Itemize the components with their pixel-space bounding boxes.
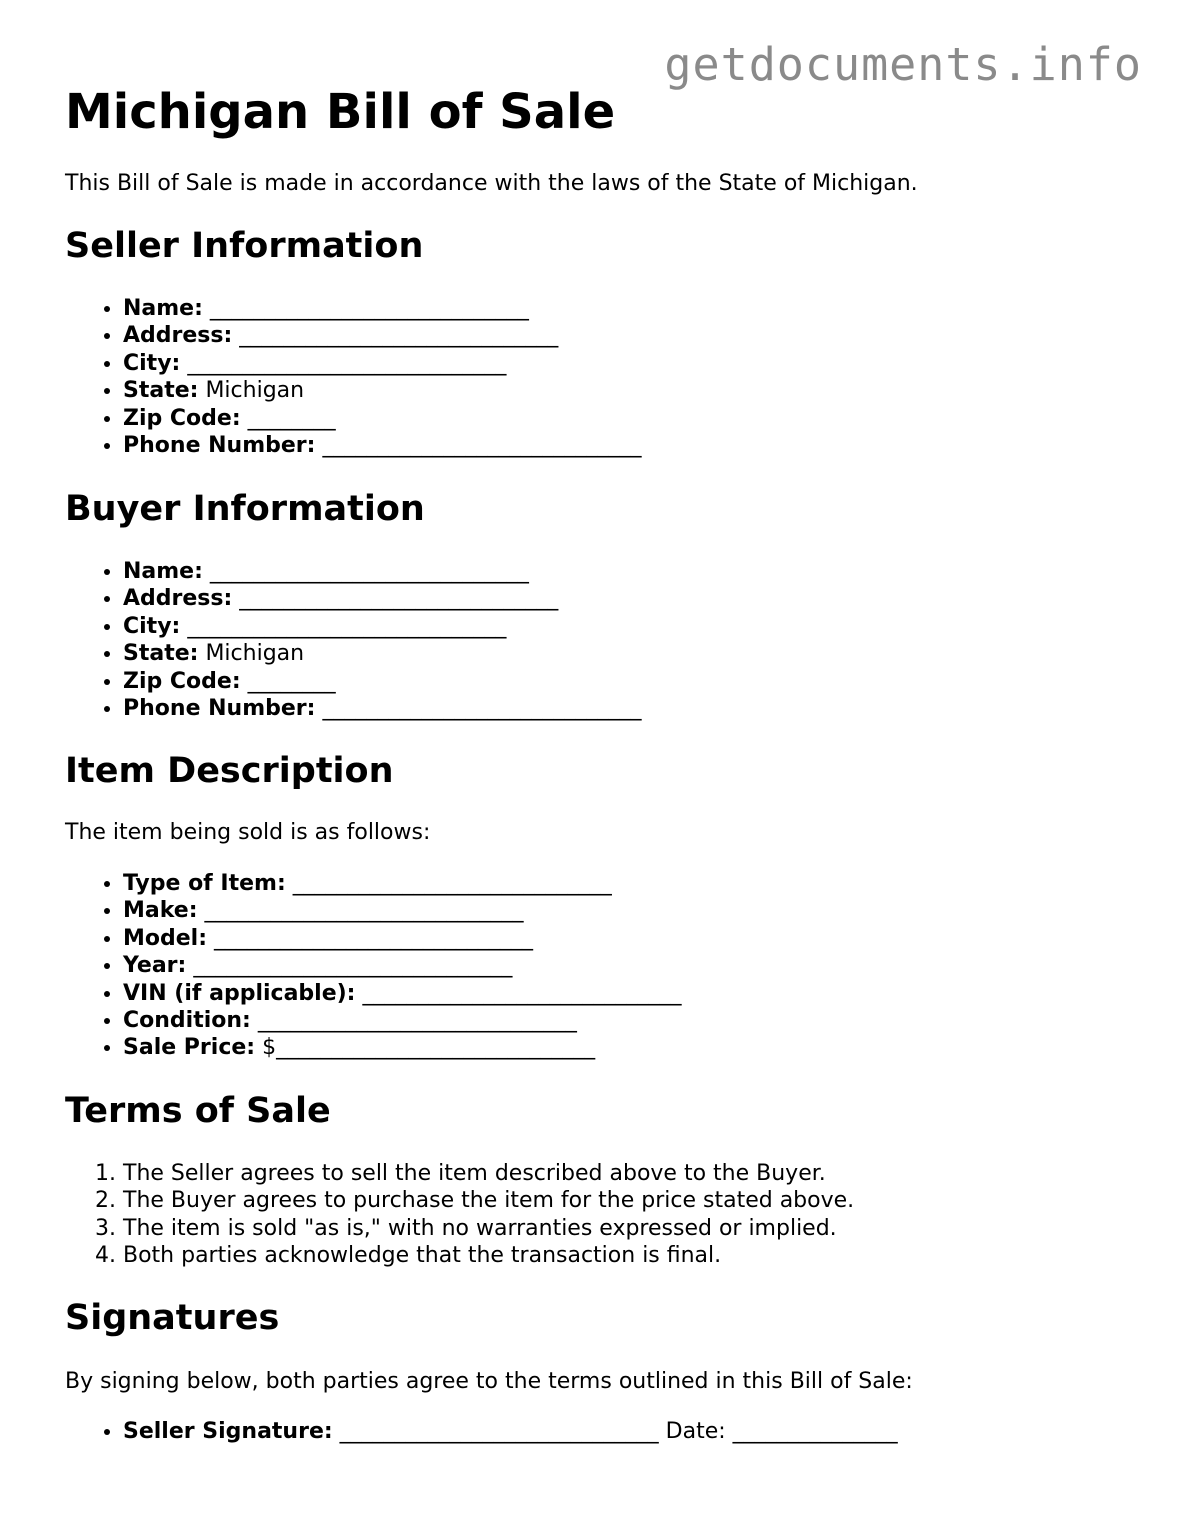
field-blank: _____________________________ — [257, 1008, 577, 1034]
field-label: State: — [123, 378, 199, 404]
field-label: Name: — [123, 559, 203, 584]
field-blank: _______________ — [732, 1419, 898, 1444]
buyer-heading: Buyer Information — [65, 489, 425, 529]
seller-fields-list — [65, 295, 641, 459]
seller-phone-field — [123, 432, 641, 459]
seller-name-field — [123, 295, 641, 322]
buyer-address-field — [123, 585, 641, 612]
field-blank: _____________________________ — [322, 433, 642, 459]
page-title: Michigan Bill of Sale — [65, 84, 616, 140]
field-blank: _____________________________ — [204, 898, 524, 924]
item-vin-field — [123, 980, 681, 1007]
field-label: Type of Item: — [123, 871, 286, 896]
intro-text: This Bill of Sale is made in accordance with the laws of the State of Michigan. — [65, 171, 918, 196]
field-blank: $_____________________________ — [262, 1035, 596, 1061]
field-value: Michigan — [205, 641, 305, 667]
field-label: State: — [123, 641, 199, 667]
item-fields-list — [65, 870, 681, 1062]
signatures-list — [65, 1418, 898, 1445]
term-item: 4. Both parties acknowledge that the transaction is final. — [123, 1242, 854, 1269]
field-blank: _____________________________ — [239, 323, 559, 349]
term-item: 1. The Seller agrees to sell the item described above to the Buyer. — [123, 1160, 854, 1187]
field-blank: _____________________________ — [322, 696, 642, 722]
field-label: Address: — [123, 323, 233, 349]
field-blank: _____________________________ — [187, 613, 507, 639]
terms-heading: Terms of Sale — [65, 1091, 331, 1131]
field-value: Michigan — [205, 378, 305, 404]
buyer-city-field — [123, 613, 641, 640]
field-label: Condition: — [123, 1008, 251, 1034]
field-label: City: — [123, 613, 181, 639]
field-blank: _____________________________ — [187, 350, 507, 376]
seller-zip-field — [123, 405, 641, 432]
field-label: Zip Code: — [123, 668, 241, 694]
field-label: Year: — [123, 953, 187, 979]
item-condition-field — [123, 1007, 681, 1034]
field-blank: ________ — [247, 405, 336, 431]
field-label: Seller Signature: — [123, 1419, 333, 1444]
seller-signature-field — [123, 1418, 898, 1445]
signatures-heading: Signatures — [65, 1298, 280, 1338]
field-blank: _____________________________ — [362, 980, 682, 1006]
term-item: 2. The Buyer agrees to purchase the item for the price stated above. — [123, 1187, 854, 1214]
seller-heading: Seller Information — [65, 226, 424, 266]
field-label: Address: — [123, 586, 233, 612]
term-item: 3. The item is sold "as is," with no warranties expressed or implied. — [123, 1215, 854, 1242]
field-label: Zip Code: — [123, 405, 241, 431]
field-label: Model: — [123, 925, 208, 951]
terms-list — [65, 1160, 854, 1270]
seller-city-field — [123, 350, 641, 377]
seller-state-field — [123, 377, 641, 404]
field-blank: ________ — [247, 668, 336, 694]
seller-address-field — [123, 322, 641, 349]
field-blank: _____________________________ — [209, 296, 529, 321]
field-label: VIN (if applicable): — [123, 980, 356, 1006]
field-blank: _____________________________ — [209, 559, 529, 584]
field-blank: _____________________________ — [292, 871, 612, 896]
buyer-phone-field — [123, 695, 641, 722]
item-year-field — [123, 952, 681, 979]
buyer-name-field — [123, 558, 641, 585]
field-blank: _____________________________ — [239, 586, 559, 612]
field-label: Sale Price: — [123, 1035, 256, 1061]
item-type-field — [123, 870, 681, 897]
field-label: Phone Number: — [123, 433, 316, 459]
field-blank: _____________________________ — [193, 953, 513, 979]
field-label: Name: — [123, 296, 203, 321]
buyer-state-field — [123, 640, 641, 667]
item-model-field — [123, 925, 681, 952]
item-intro-text: The item being sold is as follows: — [65, 820, 431, 845]
buyer-zip-field — [123, 668, 641, 695]
field-blank: _____________________________ — [339, 1419, 659, 1444]
field-label: Make: — [123, 898, 198, 924]
watermark: getdocuments.info — [664, 38, 1142, 91]
field-label: City: — [123, 350, 181, 376]
item-heading: Item Description — [65, 751, 394, 791]
item-price-field — [123, 1034, 681, 1061]
buyer-fields-list — [65, 558, 641, 722]
date-label: Date: — [665, 1419, 726, 1444]
signatures-intro-text: By signing below, both parties agree to the terms outlined in this Bill of Sale: — [65, 1369, 913, 1394]
item-make-field — [123, 897, 681, 924]
field-blank: _____________________________ — [214, 925, 534, 951]
field-label: Phone Number: — [123, 696, 316, 722]
